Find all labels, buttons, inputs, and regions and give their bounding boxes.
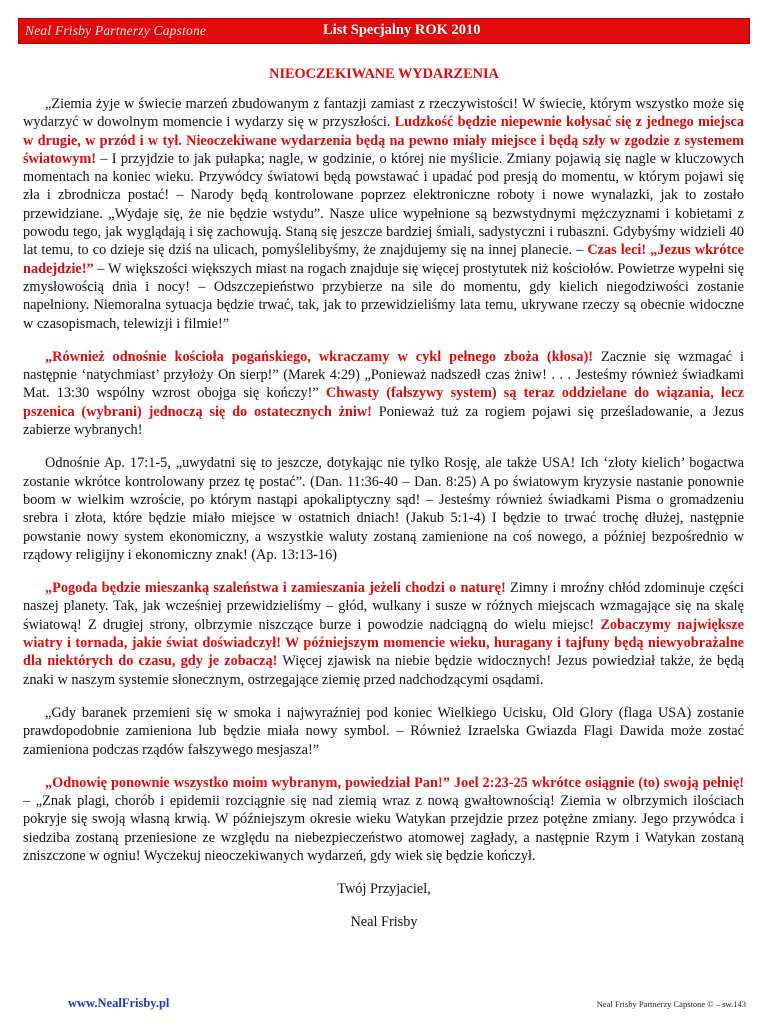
- emphasis-text: „Pogoda będzie mieszanką szaleństwa i zamieszania jeżeli chodzi o naturę!: [45, 580, 506, 597]
- body-text: Odnośnie Ap. 17:1-5, „uwydatni się to jeszcze, dotykając nie tylko Rosję, ale także USA! Ich ‘złoty kielich’ bogactwa zostanie wkrótce kontrolowany przez tę postać”. (Dan. 11:36-40 – Dan. 8:25) A po światowym kryzysie nastanie ponownie boom w wielkim wzroście, po którym nastąpi apokaliptyczny sąd! – Jesteśmy również świadkami Pisma o gromadzeniu srebra i złota, które będzie miało miejsce w ostatnich dniach! (Jakub 5:1-4) I będzie to trwać trochę dłużej, następnie powstanie nowy system ekonomiczny, a wszystkie waluty zostaną zamienione na coś nowego, a później bezpośrednio w rządowy religijny i ekonomiczny znak! (Ap. 13:13-16): [23, 455, 744, 563]
- emphasis-text: Ludzkość będzie niepewnie kołysać się z jednego miejsca w drugie, w przód i w tył. Nieoczekiwane wydarzenia będą na pewno miały miejsce i będą szły w zgodzie z systemem światowym!: [23, 114, 745, 167]
- body-text: – I przyjdzie to jak pułapka; nagle, w godzinie, o której nie myślicie. Zmiany pojawią się nagle w kluczowych momentach na koniec wieku. Przywódcy światowi będą powstawać i upadać pod presją do momentu, w którym pojawi się zła i zbrodnicza postać! – Narody będą kontrolowane poprzez elektroniczne roboty i nowe wynalazki, jak to zostało przewidziane. „Wydaje się, że nie będzie wstydu”. Nasze ulice wypełnione są bezwstydnymi mężczyznami i kobietami z powodu tego, jak wyglądają i się zachowują. Staną się jeszcze bardziej śmiali, sadystyczni i rubaszni. Gdybyśmy widzieli 40 lat temu, to co dzieje się dziś na ulicach, pomyślelibyśmy, że znajdujemy się na innej planecie. –: [23, 150, 744, 259]
- paragraph: [23, 579, 744, 689]
- emphasis-text: Chwasty (fałszywy system) są teraz oddzielane do wiązania, lecz pszenica (wybrani) jednoczą się do ostatecznych żniw!: [23, 385, 744, 420]
- emphasis-text: „Odnowię ponownie wszystko moim wybranym, powiedział Pan!” Joel 2:23-25 wkrótce osiągnie (to) swoją pełnię!: [45, 774, 744, 791]
- emphasis-text: Zobaczymy największe wiatry i tornada, jakie świat doświadczył! W późniejszym momencie wieku, huragany i tajfuny będą niewyobrażalne dla niektórych do czasu, gdy je zobaczą!: [23, 616, 744, 670]
- page-title: NIEOCZEKIWANE WYDARZENIA: [269, 66, 499, 82]
- emphasis-text: „Również odnośnie kościoła pogańskiego, wkraczamy w cykl pełnego zboża (kłosa)!: [45, 348, 593, 365]
- body-text: „Gdy baranek przemieni się w smoka i najwyraźniej pod koniec Wielkiego Ucisku, Old Glory (flaga USA) zostanie prawdopodobnie zamieniona lub będzie miała nowy symbol. – Również Izraelska Gwiazda Flagi Dawida może zostać zamieniona podczas rządów fałszywego mesjasza!”: [23, 704, 744, 758]
- body-text: Więcej zjawisk na niebie będzie widocznych! Jezus powiedział także, że będą znaki w naszym systemie słonecznym, ostrzegające ziemię przed nadchodzącymi osądami.: [23, 653, 744, 688]
- paragraph: [23, 454, 744, 564]
- body-text: Ponieważ tuż za rogiem pojawi się prześladowanie, a Jezus zabierze wybranych!: [23, 403, 744, 439]
- body-text: Zacznie się wzmagać i następnie ‘natychmiast’ przyłoży On sierp!” (Marek 4:29) „Ponieważ nadszedł czas żniw! . . . Jesteśmy również świadkami Mat. 13:30 wspólny wzrost obojga się kończy!”: [23, 348, 744, 402]
- header-title: List Specjalny ROK 2010: [323, 22, 481, 38]
- signature-closing: Twój Przyjaciel,: [337, 881, 431, 897]
- paragraph: [23, 95, 744, 333]
- body-text: – „Znak plagi, chorób i epidemii rozciągnie się nad ziemią wraz z nową gwałtownością! Ziemia w olbrzymich ilościach pokryje się swoją własną krwią. W późniejszym okresie wieku Watykan przejdzie przez potężne zmiany. Jego przywódca i siedziba zostaną przeniesione ze względu na niebezpieczeństwo atomowej zagłady, a następnie Rzym i Watykan zostaną zniszczone w ogniu! Wyczekuj nieoczekiwanych wydarzeń, gdy wiek się będzie kończył.: [23, 793, 744, 864]
- emphasis-text: Czas leci! „Jezus wkrótce nadejdzie!”: [23, 242, 744, 277]
- paragraph: [23, 704, 744, 759]
- header-bar: [18, 18, 750, 44]
- body-text: „Ziemia żyje w świecie marzeń zbudowanym z fantazji zamiast z rzeczywistości! W świecie, którym wszystko może się wydarzyć w dowolnym momencie i wydarzy się w przyszłości.: [23, 96, 744, 131]
- body-text: – W większości większych miast na rogach znajduje się więcej prostytutek niż kościołów. Powietrze wypełni się zmysłowością dnia i nocy! – Odszczepieństwo przybierze na sile do momentu, gdy kielich niegodziwości zostanie napełniony. Niemoralna sytuacja będzie trwać, tak, jak to przewidzieliśmy lata temu, ukrywane rzeczy są obecnie widoczne w czasopismach, telewizji i filmie!”: [23, 260, 744, 332]
- brand-name: Neal Frisby Partnerzy Capstone: [25, 23, 207, 38]
- paragraph: [23, 348, 744, 439]
- signature-name: Neal Frisby: [350, 914, 418, 930]
- website-link[interactable]: www.NealFrisby.pl: [68, 996, 170, 1010]
- footer-copyright: Neal Frisby Partnerzy Capstone © – sw.143: [596, 999, 746, 1009]
- letter-body: [23, 95, 744, 880]
- body-text: Zimny i mroźny chłód zdominuje części naszej planety. Tak, jak wcześniej przewidzieliśmy – głód, wulkany i susze w różnych miejscach wzmagające się na skalę światową! Z drugiej strony, olbrzymie niszczące burze i powodzie nadciągną do wielu miejsc!: [23, 580, 744, 633]
- paragraph: [23, 774, 744, 865]
